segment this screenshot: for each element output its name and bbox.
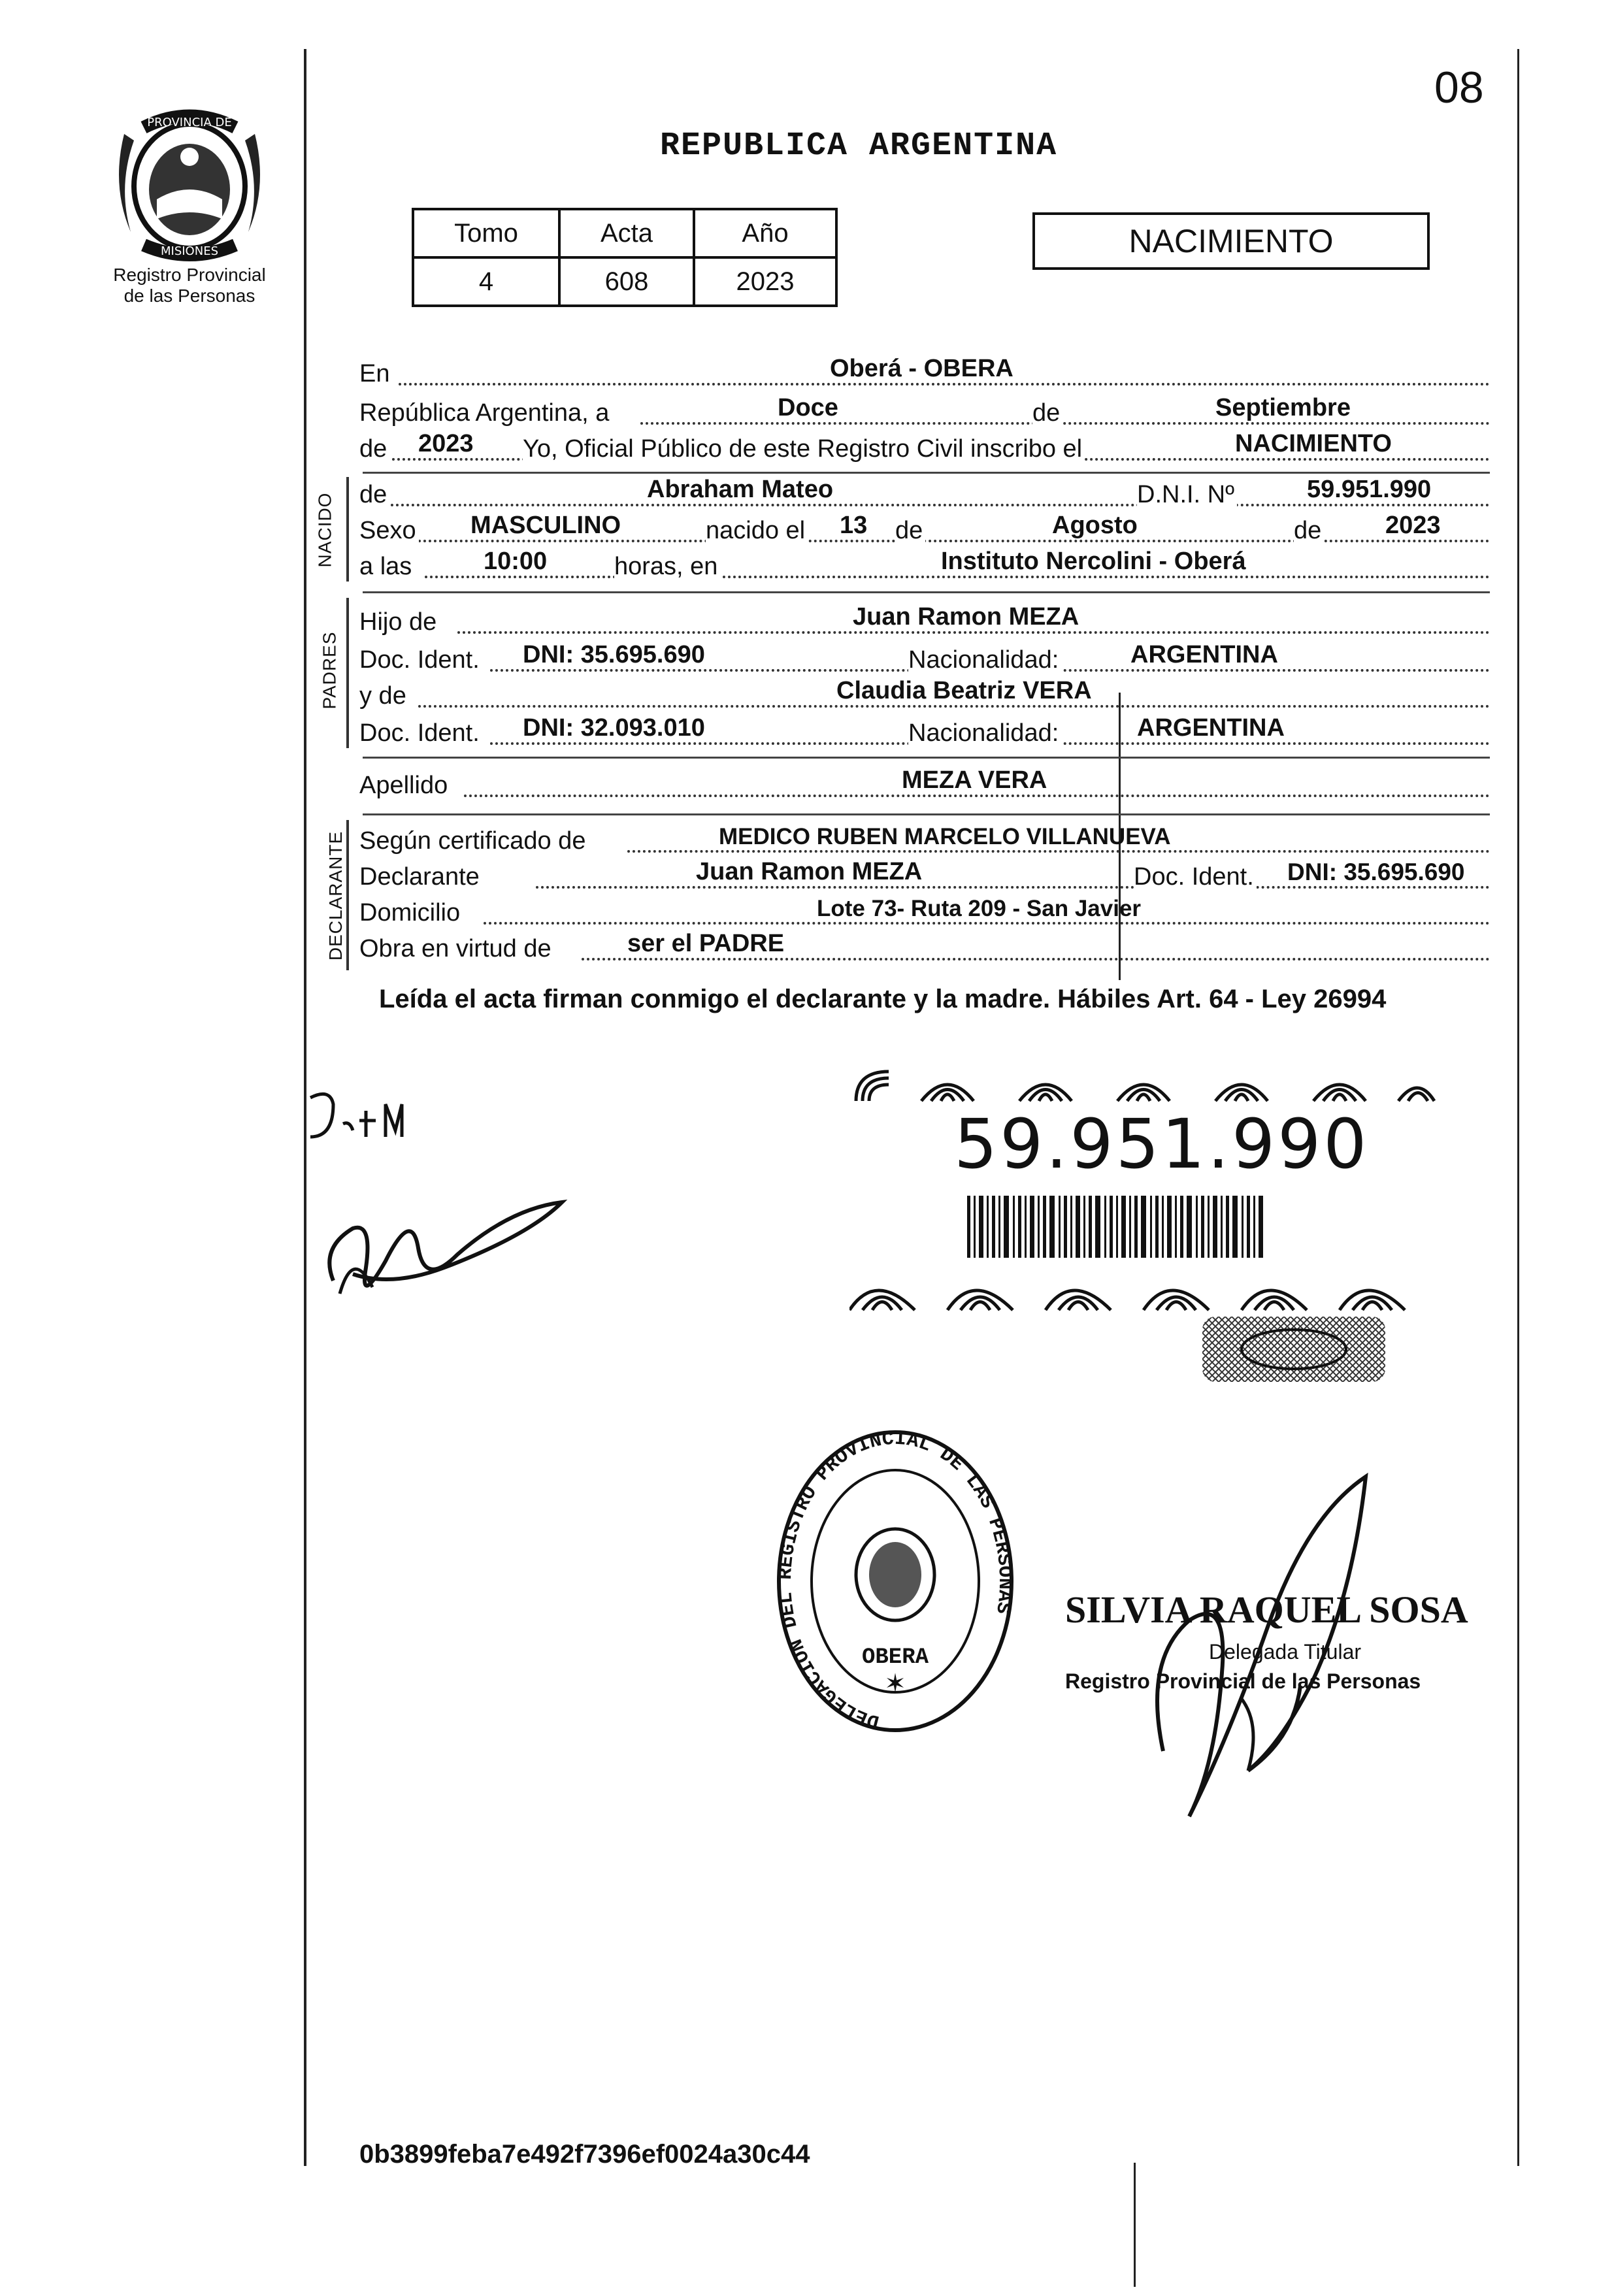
sex-value: MASCULINO: [470, 512, 621, 539]
row-surname: Apellido MEZA VERA: [359, 764, 1490, 804]
logo-top-text: PROVINCIA DE: [147, 116, 232, 129]
birth-place: Instituto Nercolini - Oberá: [941, 548, 1246, 575]
act-type-box: NACIMIENTO: [1032, 212, 1430, 270]
row-address: Domicilio Lote 73- Ruta 209 - San Javier: [359, 892, 1490, 931]
svg-text:✶: ✶: [884, 1669, 906, 1699]
table-header: Acta: [559, 209, 694, 257]
father-nationality: ARGENTINA: [1130, 641, 1278, 668]
row-reason: Obra en virtud de ser el PADRE: [359, 928, 1490, 967]
birth-month: Agosto: [1052, 512, 1138, 539]
official-seal: [771, 1411, 1019, 1754]
separator: [363, 757, 1490, 759]
province-logo: [105, 108, 274, 265]
father-doc: DNI: 35.695.690: [523, 641, 705, 668]
security-pattern-bottom: [849, 1264, 1438, 1313]
row-year: de 2023 Yo, Oficial Público de este Registro Civil inscribo el NACIMIENTO: [359, 428, 1490, 467]
separator: [363, 591, 1490, 593]
row-father: Hijo de Juan Ramon MEZA: [359, 601, 1490, 640]
row-sex: Sexo MASCULINO nacido el 13 de Agosto de 2023: [359, 510, 1490, 549]
row-certificate: Según certificado de MEDICO RUBEN MARCELO VILLANUEVA: [359, 820, 1490, 859]
table-cell: 4: [413, 257, 559, 306]
signer-name: SILVIA RAQUEL SOSA: [1065, 1588, 1468, 1631]
child-name: Abraham Mateo: [647, 476, 834, 503]
closing-statement: Leída el acta firman conmigo el declarante y la madre. Hábiles Art. 64 - Ley 26994: [379, 985, 1387, 1013]
separator: [363, 813, 1490, 815]
year-value: 2023: [418, 430, 474, 457]
registry-label: Registro Provincial de las Personas: [113, 265, 266, 306]
row-mother: y de Claudia Beatriz VERA: [359, 675, 1490, 714]
signature-declarant: [314, 1183, 575, 1313]
table-cell: 2023: [694, 257, 836, 306]
table-header: Año: [694, 209, 836, 257]
security-pattern-top: [849, 1065, 1438, 1104]
initials-handwritten: [304, 1085, 421, 1150]
row-declarant: Declarante Juan Ramon MEZA Doc. Ident. DNI: 35.695.690: [359, 856, 1490, 895]
country-title: REPUBLICA ARGENTINA: [660, 127, 1058, 165]
signature-official: [1150, 1464, 1425, 1829]
mother-name: Claudia Beatriz VERA: [836, 677, 1092, 704]
father-name: Juan Ramon MEZA: [853, 603, 1079, 631]
section-label-padres: PADRES: [319, 631, 340, 710]
row-mother-doc: Doc. Ident. DNI: 32.093.010 Nacionalidad: ARGENTINA: [359, 712, 1490, 751]
row-father-doc: Doc. Ident. DNI: 35.695.690 Nacionalidad: ARGENTINA: [359, 639, 1490, 678]
day-value: Doce: [778, 394, 838, 421]
child-dni: 59.951.990: [1307, 476, 1432, 503]
seal-city: OBERA: [861, 1645, 929, 1670]
seal-ring-text: DELEGACION DEL REGISTRO PROVINCIAL DE LAS PERSONAS: [774, 1428, 1016, 1733]
month-value: Septiembre: [1215, 394, 1351, 421]
row-time: a las 10:00 horas, en Instituto Nercolini - Oberá: [359, 546, 1490, 585]
declarant-name: Juan Ramon MEZA: [696, 858, 923, 885]
birth-day: 13: [840, 512, 868, 539]
address-value: Lote 73- Ruta 209 - San Javier: [817, 896, 1142, 921]
reference-table: [412, 208, 838, 307]
table-header: Tomo: [413, 209, 559, 257]
section-bracket: [346, 477, 349, 582]
barcode-number: 59.951.990: [954, 1104, 1370, 1184]
reason-value: ser el PADRE: [627, 930, 785, 957]
mother-doc: DNI: 32.093.010: [523, 714, 705, 742]
section-label-nacido: NACIDO: [314, 492, 335, 568]
hologram-stamp: [1202, 1313, 1385, 1385]
document-hash: 0b3899feba7e492f7396ef0024a30c44: [359, 2140, 810, 2169]
row-place: En Oberá - OBERA: [359, 353, 1490, 392]
page-number: 08: [1434, 63, 1484, 112]
place-value: Oberá - OBERA: [830, 355, 1013, 382]
logo-bottom-text: MISIONES: [160, 244, 219, 258]
signer-role: Delegada Titular: [1209, 1640, 1362, 1664]
declarant-doc: DNI: 35.695.690: [1287, 859, 1465, 885]
row-date: República Argentina, a Doce de Septiembre: [359, 392, 1490, 431]
table-cell: 608: [559, 257, 694, 306]
mother-nationality: ARGENTINA: [1137, 714, 1285, 742]
inscription-value: NACIMIENTO: [1235, 430, 1392, 457]
barcode: [967, 1196, 1268, 1258]
row-name: de Abraham Mateo D.N.I. Nº 59.951.990: [359, 474, 1490, 513]
signer-organization: Registro Provincial de las Personas: [1065, 1669, 1421, 1693]
birth-year: 2023: [1385, 512, 1441, 539]
right-margin-line: [1517, 49, 1519, 2166]
section-label-declarante: DECLARANTE: [325, 830, 346, 961]
certificate-value: MEDICO RUBEN MARCELO VILLANUEVA: [719, 824, 1171, 849]
birth-time: 10:00: [484, 548, 548, 575]
surname-value: MEZA VERA: [902, 766, 1047, 794]
section-bracket: [346, 598, 349, 748]
fold-line-lower: [1134, 2163, 1136, 2287]
section-bracket: [346, 820, 349, 970]
